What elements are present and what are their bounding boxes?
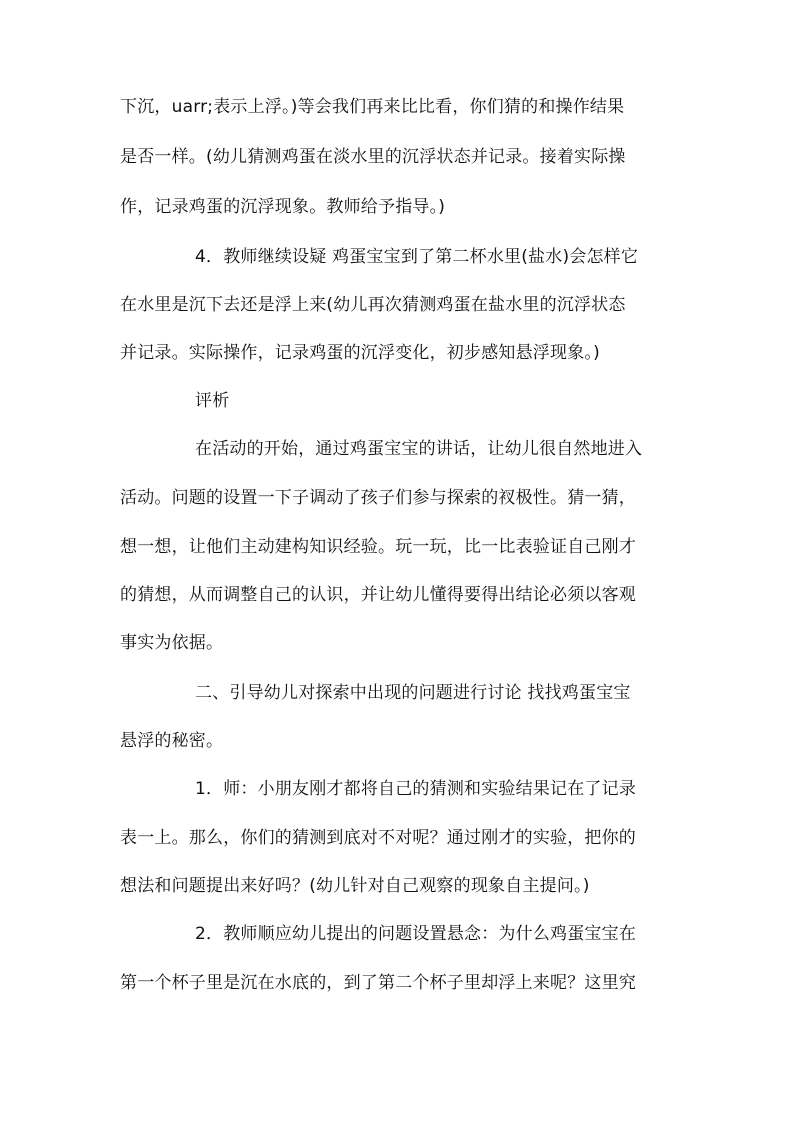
text-line: 二、引导幼儿对探索中出现的问题进行讨论 找找鸡蛋宝宝	[195, 683, 631, 703]
text-line: 事实为依据。	[120, 633, 224, 653]
text-line: 表一上。那么，你们的猜测到底对不对呢？通过刚才的实验，把你的	[120, 828, 636, 848]
text-line: 活动。问题的设置一下子调动了孩子们参与探索的衩极性。猜一猜，	[120, 488, 636, 508]
section-heading: 评析	[195, 391, 230, 411]
text-line: 是否一样。(幼儿猜测鸡蛋在淡水里的沉浮状态并记录。接着实际操	[120, 147, 626, 167]
text-line: 并记录。实际操作，记录鸡蛋的沉浮变化，初步感知悬浮现象。)	[120, 343, 600, 363]
text-line: 的猜想，从而调整自己的认识，并让幼儿懂得要得出结论必须以客观	[120, 585, 636, 605]
text-line: 第一个杯子里是沉在水底的，到了第二个杯子里却浮上来呢？这里究	[120, 973, 636, 993]
text-line: 想法和问题提出来好吗？(幼儿针对自己观察的现象自主提问。)	[120, 876, 590, 896]
text-line: 在水里是沉下去还是浮上来(幼儿再次猜测鸡蛋在盐水里的沉浮状态	[120, 295, 626, 315]
text-line: 2．教师顺应幼儿提出的问题设置悬念：为什么鸡蛋宝宝在	[195, 924, 637, 944]
text-line: 1．师：小朋友刚才都将自己的猜测和实验结果记在了记录	[195, 779, 637, 799]
text-line: 在活动的开始，通过鸡蛋宝宝的讲话，让幼儿很自然地进入	[195, 439, 643, 459]
text-line: 4．教师继续设疑 鸡蛋宝宝到了第二杯水里(盐水)会怎样它	[195, 247, 639, 267]
text-line: 下沉，uarr;表示上浮。)等会我们再来比比看，你们猜的和操作结果	[120, 97, 625, 117]
text-line: 作，记录鸡蛋的沉浮现象。教师给予指导。)	[120, 197, 446, 217]
text-line: 想一想，让他们主动建构知识经验。玩一玩，比一比表验证自己刚才	[120, 537, 636, 557]
text-line: 悬浮的秘密。	[120, 731, 224, 751]
